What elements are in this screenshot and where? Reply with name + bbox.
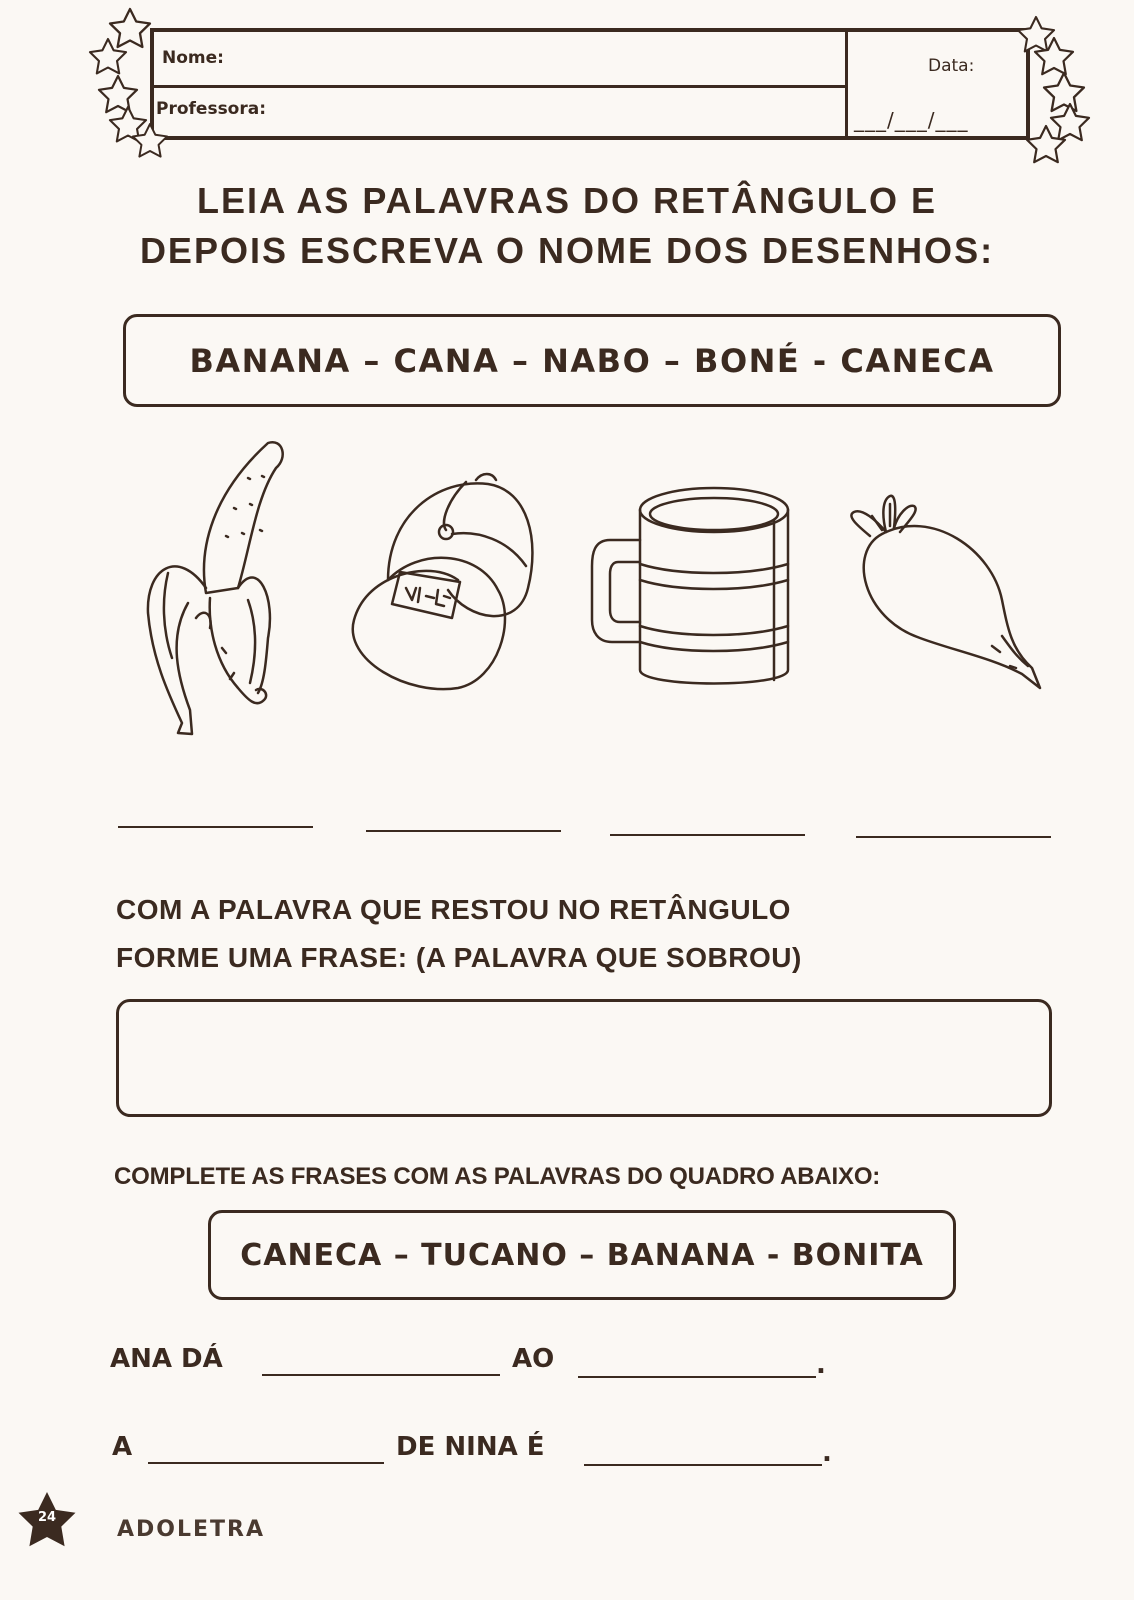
- sentence-text: AO: [512, 1344, 555, 1374]
- stars-decoration-left: [80, 4, 180, 164]
- sentence-text: DE NINA É: [396, 1432, 545, 1462]
- instruction-line: DEPOIS ESCREVA O NOME DOS DESENHOS:: [139, 230, 995, 271]
- exercise-1-instruction: [0, 176, 1134, 276]
- word-list-box: [208, 1210, 956, 1300]
- answer-line[interactable]: [856, 836, 1051, 838]
- date-field-label: Data:: [928, 56, 975, 76]
- brand-logo: ADOLETRA: [117, 1517, 266, 1542]
- exercise-3-instruction: COMPLETE AS FRASES COM AS PALAVRAS DO QUADRO ABAIXO:: [114, 1163, 881, 1190]
- name-field-label: Nome:: [162, 48, 224, 68]
- sentence-answer-box[interactable]: [116, 999, 1052, 1117]
- cap-icon: [348, 470, 548, 710]
- sentence-end: .: [816, 1350, 826, 1380]
- answer-line[interactable]: [578, 1376, 816, 1378]
- answer-line[interactable]: [610, 834, 805, 836]
- turnip-icon: [842, 490, 1062, 710]
- word-list-box: [123, 314, 1061, 407]
- sentence-end: .: [822, 1438, 832, 1468]
- answer-line[interactable]: [366, 830, 561, 832]
- date-field-blanks: ___/___/___: [854, 108, 969, 132]
- instruction-line: FORME UMA FRASE: (A PALAVRA QUE SOBROU): [116, 942, 802, 973]
- stars-decoration-right: [1012, 8, 1112, 168]
- exercise-2-instruction: [116, 886, 802, 982]
- banana-icon: [138, 438, 288, 743]
- answer-line[interactable]: [148, 1462, 384, 1464]
- instruction-line: LEIA AS PALAVRAS DO RETÂNGULO E: [196, 180, 938, 221]
- word-list: CANECA – TUCANO – BANANA - BONITA: [240, 1237, 924, 1273]
- answer-line[interactable]: [262, 1374, 500, 1376]
- mug-icon: [588, 480, 808, 710]
- answer-line[interactable]: [118, 826, 313, 828]
- sentence-text: A: [112, 1432, 133, 1462]
- header-divider: [150, 85, 845, 88]
- teacher-field-label: Professora:: [156, 99, 267, 119]
- answer-line[interactable]: [584, 1464, 822, 1466]
- page-number: 24: [37, 1510, 57, 1525]
- sentence-text: ANA DÁ: [110, 1344, 223, 1374]
- word-list: BANANA – CANA – NABO – BONÉ - CANECA: [189, 341, 995, 380]
- instruction-line: COM A PALAVRA QUE RESTOU NO RETÂNGULO: [116, 894, 791, 925]
- header-divider: [845, 28, 848, 140]
